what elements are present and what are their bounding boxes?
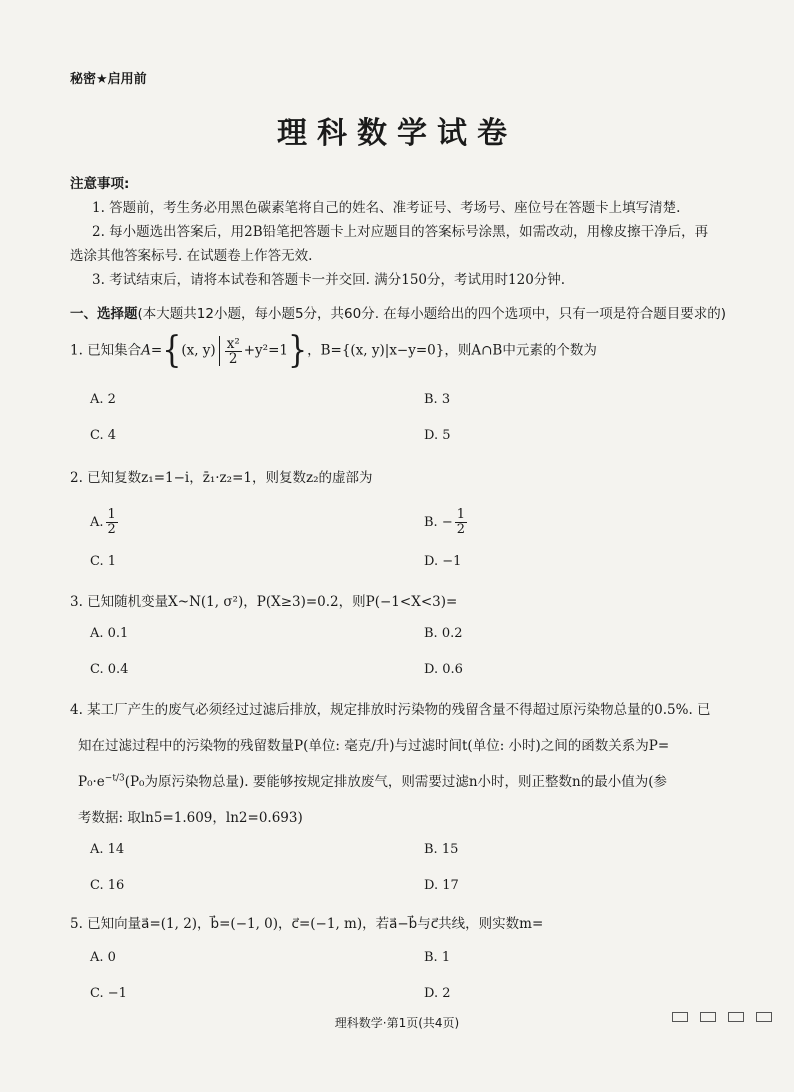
q1-option-d: D. 5 xyxy=(424,428,451,443)
secret-label: 秘密★启用前 xyxy=(70,72,147,87)
box-mark xyxy=(672,1012,688,1022)
question-4-line-2: 知在过滤过程中的污染物的残留数量P(单位: 毫克/升)与过滤时间t(单位: 小时)之间的函数关系为P= xyxy=(78,738,670,754)
question-4-line-1: 4. 某工厂产生的废气必须经过过滤后排放，规定排放时污染物的残留含量不得超过原污染物总量的0.5%. 已 xyxy=(70,702,711,718)
q4-option-c: C. 16 xyxy=(90,878,125,893)
q4-option-b: B. 15 xyxy=(424,842,459,857)
section-label: 一、选择题 xyxy=(70,306,138,322)
q5-option-b: B. 1 xyxy=(424,950,451,965)
q1-option-a: A. 2 xyxy=(90,392,116,407)
box-mark xyxy=(728,1012,744,1022)
box-mark xyxy=(700,1012,716,1022)
notice-item-2: 2. 每小题选出答案后，用2B铅笔把答题卡上对应题目的答案标号涂黑，如需改动，用橡皮擦干净后，再 xyxy=(92,224,709,240)
q1-option-b: B. 3 xyxy=(424,392,451,407)
section-desc: (本大题共12小题，每小题5分，共60分. 在每小题给出的四个选项中，只有一项是符合题目要求的) xyxy=(137,306,727,322)
q4-option-d: D. 17 xyxy=(424,878,459,893)
q3-option-b: B. 0.2 xyxy=(424,626,463,641)
notice-item-3: 3. 考试结束后，请将本试卷和答题卡一并交回. 满分150分，考试用时120分钟. xyxy=(92,272,566,288)
question-2: 2. 已知复数z₁=1−i，z̄₁·z₂=1，则复数z₂的虚部为 xyxy=(70,470,373,486)
footer-box-marks xyxy=(672,1012,772,1022)
q1-option-c: C. 4 xyxy=(90,428,117,443)
q2-option-a: A. $\frac{1}{2}$ xyxy=(90,507,116,537)
q2-option-b: B. − $\frac{1}{2}$ xyxy=(424,507,465,537)
section-choice-heading xyxy=(70,302,726,322)
question-5: 5. 已知向量a⃗=(1, 2)，b⃗=(−1, 0)，c⃗=(−1, m)，若a⃗−b⃗与c⃗共线，则实数m= xyxy=(70,916,544,932)
notice-item-2-cont: 选涂其他答案标号. 在试题卷上作答无效. xyxy=(70,248,313,264)
box-mark xyxy=(756,1012,772,1022)
page-footer: 理科数学·第1页(共4页) xyxy=(334,1016,460,1030)
notice-heading: 注意事项: xyxy=(70,176,130,192)
question-4-line-4: 考数据: 取ln5=1.609，ln2=0.693) xyxy=(78,810,303,826)
page-title: 理科数学试卷 xyxy=(277,116,517,151)
q3-option-a: A. 0.1 xyxy=(90,626,129,641)
q3-option-d: D. 0.6 xyxy=(424,662,463,677)
notice-item-1: 1. 答题前，考生务必用黑色碳素笔将自己的姓名、准考证号、考场号、座位号在答题卡上填写清楚. xyxy=(92,200,681,216)
q2-option-d: D. −1 xyxy=(424,554,462,569)
q5-option-d: D. 2 xyxy=(424,986,451,1001)
q5-option-a: A. 0 xyxy=(90,950,116,965)
q2-option-c: C. 1 xyxy=(90,554,117,569)
q5-option-c: C. −1 xyxy=(90,986,127,1001)
question-1: 1. 已知集合A={(x, y) $\frac{\text{x²}}{2}$ +y²=1}，B={(x, y)|x−y=0}，则A∩B中元素的个数为 xyxy=(70,329,597,372)
q3-option-c: C. 0.4 xyxy=(90,662,129,677)
question-3: 3. 已知随机变量X~N(1, σ²)，P(X≥3)=0.2，则P(−1<X<3)= xyxy=(70,594,458,610)
q4-option-a: A. 14 xyxy=(90,842,125,857)
question-4-line-3: $P_0\cdot e^{-t/3}(P_0$为原污染物总量). 要能够按规定排放废气，则需要过滤n小时，则正整数n的最小值为(参 xyxy=(78,773,667,790)
